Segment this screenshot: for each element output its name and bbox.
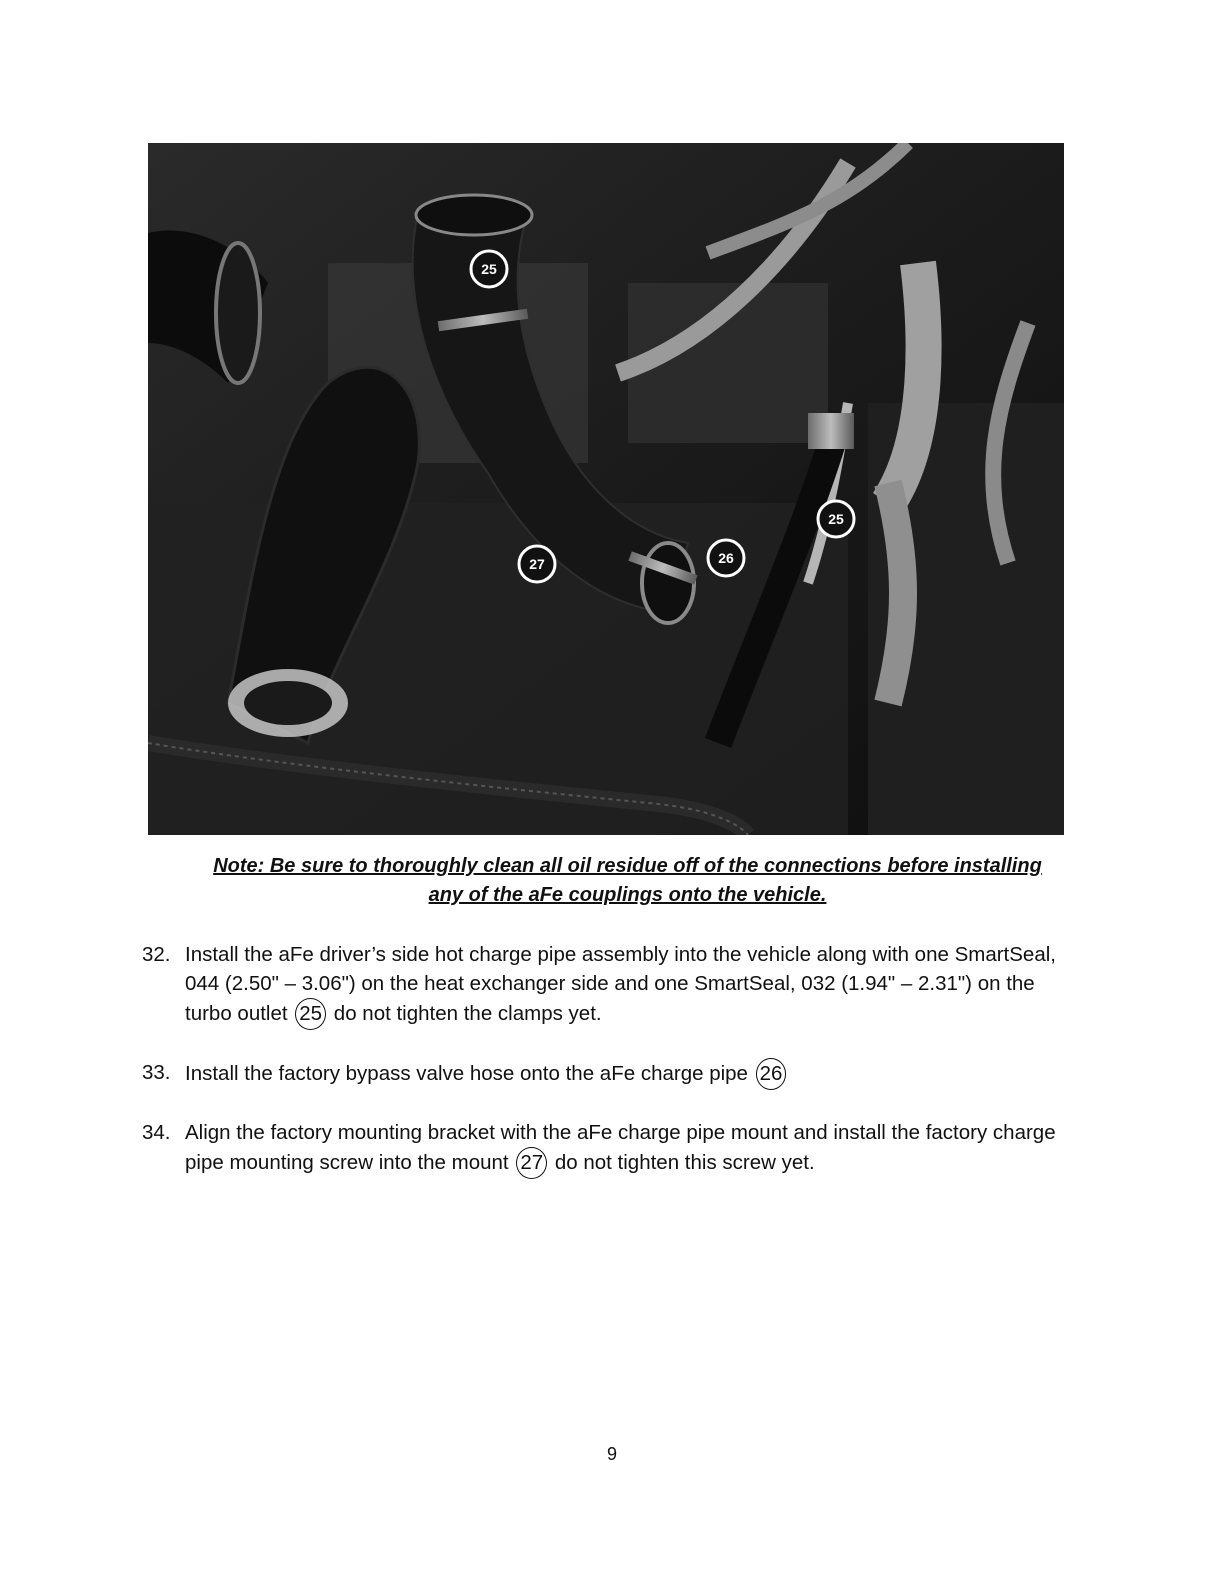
note-line-1: Note: Be sure to thoroughly clean all oil residue off of the connections before installing	[213, 855, 1042, 877]
callout-25-top	[471, 251, 507, 287]
step-text: Align the factory mounting bracket with the aFe charge pipe mount and install the factory charge pipe mounting screw into the mount	[185, 1121, 1056, 1174]
step-32	[142, 940, 1082, 1030]
engine-bay-illustration	[148, 143, 1064, 835]
step-text: Install the factory bypass valve hose onto the aFe charge pipe	[185, 1062, 748, 1085]
step-number: 34.	[142, 1121, 171, 1144]
installation-note	[160, 852, 1095, 910]
step-text-after: do not tighten this screw yet.	[554, 1151, 815, 1174]
callout-26	[708, 540, 744, 576]
step-text: Install the aFe driver’s side hot charge pipe assembly into the vehicle along with one SmartSeal, 044 (2.50" – 3.06") on the heat exchanger side and one SmartSeal, 032 (1.94" – 2.31") on the turbo outlet	[185, 943, 1056, 1025]
svg-text:25: 25	[828, 511, 844, 527]
step-callout: 26	[756, 1058, 787, 1090]
step-number: 32.	[142, 943, 171, 966]
step-33	[142, 1058, 1082, 1090]
callout-25-right	[818, 501, 854, 537]
svg-text:26: 26	[718, 550, 734, 566]
page-number: 9	[606, 1444, 617, 1464]
svg-text:27: 27	[529, 556, 545, 572]
callout-27	[519, 546, 555, 582]
engine-bay-photo	[148, 143, 1064, 835]
step-callout: 25	[295, 998, 326, 1030]
note-line-2: any of the aFe couplings onto the vehicle.	[428, 884, 827, 906]
svg-text:25: 25	[481, 261, 497, 277]
step-number: 33.	[142, 1061, 171, 1084]
step-callout: 27	[516, 1147, 547, 1179]
step-text-after: do not tighten the clamps yet.	[333, 1002, 602, 1025]
steps-list	[142, 940, 1082, 1207]
step-34	[142, 1118, 1082, 1179]
